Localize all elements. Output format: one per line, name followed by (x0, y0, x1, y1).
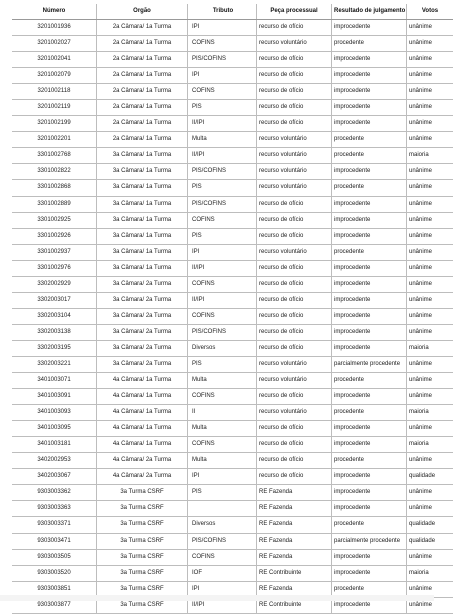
cell-peca-processual: recurso de ofício (257, 389, 332, 405)
cell-numero: 3201002079 (12, 68, 97, 84)
cell-resultado: improcedente (332, 196, 407, 212)
cell-peca-processual: recurso voluntário (257, 244, 332, 260)
header-tributo: Tributo (188, 4, 257, 20)
cell-tributo: II (188, 405, 257, 421)
cell-tributo: II/IPI (188, 292, 257, 308)
table-body (12, 20, 453, 614)
cell-resultado: improcedente (332, 260, 407, 276)
cell-resultado: procedente (332, 132, 407, 148)
cell-votos: unânime (407, 581, 453, 597)
cell-peca-processual: recurso voluntário (257, 356, 332, 372)
cell-orgao: 3a Câmara/ 2a Turma (97, 324, 188, 340)
header-orgao: Orgão (97, 4, 188, 20)
cell-numero: 3302003221 (12, 356, 97, 372)
table-row (12, 260, 453, 276)
cell-peca-processual: recurso de ofício (257, 421, 332, 437)
cell-orgao: 3a Câmara/ 1a Turma (97, 164, 188, 180)
table-row (12, 244, 453, 260)
cell-votos: maioria (407, 437, 453, 453)
cell-peca-processual: RE Fazenda (257, 501, 332, 517)
table-row (12, 228, 453, 244)
cell-tributo: COFINS (188, 549, 257, 565)
cell-tributo: II/IPI (188, 260, 257, 276)
cell-resultado: procedente (332, 148, 407, 164)
cell-tributo: IOF (188, 565, 257, 581)
cell-votos: qualidade (407, 533, 453, 549)
cell-numero: 3302003138 (12, 324, 97, 340)
table-row (12, 517, 453, 533)
cell-numero: 3301002768 (12, 148, 97, 164)
cell-orgao: 2a Câmara/ 1a Turma (97, 20, 188, 36)
cell-tributo: COFINS (188, 276, 257, 292)
table-row (12, 84, 453, 100)
cell-orgao: 2a Câmara/ 1a Turma (97, 52, 188, 68)
cell-orgao: 2a Câmara/ 1a Turma (97, 36, 188, 52)
cell-numero: 9303003471 (12, 533, 97, 549)
cell-tributo: PIS/COFINS (188, 533, 257, 549)
cell-resultado: improcedente (332, 597, 407, 613)
cell-numero: 3301002868 (12, 180, 97, 196)
table-row (12, 340, 453, 356)
cell-votos: unânime (407, 324, 453, 340)
cell-peca-processual: recurso de ofício (257, 260, 332, 276)
cell-votos: unânime (407, 20, 453, 36)
table-row (12, 100, 453, 116)
cell-resultado: improcedente (332, 421, 407, 437)
cell-numero: 3302002929 (12, 276, 97, 292)
table-row (12, 196, 453, 212)
cell-numero: 3401003095 (12, 421, 97, 437)
cell-votos: unânime (407, 52, 453, 68)
table-row (12, 405, 453, 421)
cell-numero: 9303003877 (12, 597, 97, 613)
cell-numero: 3201002199 (12, 116, 97, 132)
cell-votos: unânime (407, 501, 453, 517)
table-row (12, 421, 453, 437)
cell-numero: 3301002937 (12, 244, 97, 260)
cell-resultado: improcedente (332, 84, 407, 100)
cell-votos: unânime (407, 485, 453, 501)
table-row (12, 20, 453, 36)
cell-peca-processual: recurso de ofício (257, 324, 332, 340)
cell-numero: 9303003851 (12, 581, 97, 597)
cell-peca-processual: RE Contribuinte (257, 565, 332, 581)
cell-resultado: procedente (332, 405, 407, 421)
cell-resultado: improcedente (332, 469, 407, 485)
cell-orgao: 4a Câmara/ 2a Turma (97, 453, 188, 469)
cell-tributo: II/IPI (188, 116, 257, 132)
cell-resultado: improcedente (332, 308, 407, 324)
cell-numero: 3402002953 (12, 453, 97, 469)
cell-tributo: Diversos (188, 517, 257, 533)
cell-orgao: 3a Câmara/ 1a Turma (97, 212, 188, 228)
table-row (12, 437, 453, 453)
cell-peca-processual: recurso de ofício (257, 52, 332, 68)
cell-resultado: procedente (332, 581, 407, 597)
cell-resultado: improcedente (332, 228, 407, 244)
cell-resultado: improcedente (332, 389, 407, 405)
cell-resultado: improcedente (332, 100, 407, 116)
table-row (12, 180, 453, 196)
cell-resultado: improcedente (332, 437, 407, 453)
cell-tributo: PIS/COFINS (188, 196, 257, 212)
table-row (12, 276, 453, 292)
cell-votos: unânime (407, 244, 453, 260)
cell-peca-processual: recurso de ofício (257, 20, 332, 36)
header-votos: Votos (407, 4, 453, 20)
cell-tributo: PIS (188, 180, 257, 196)
cell-orgao: 3a Câmara/ 1a Turma (97, 196, 188, 212)
table-row (12, 389, 453, 405)
cell-orgao: 4a Câmara/ 1a Turma (97, 389, 188, 405)
cell-numero: 3301002925 (12, 212, 97, 228)
cell-votos: unânime (407, 276, 453, 292)
cell-peca-processual: recurso voluntário (257, 36, 332, 52)
cell-peca-processual: recurso voluntário (257, 164, 332, 180)
cell-resultado: parcialmente procedente (332, 533, 407, 549)
cell-orgao: 3a Câmara/ 1a Turma (97, 244, 188, 260)
cell-tributo: COFINS (188, 437, 257, 453)
table-row (12, 453, 453, 469)
cell-resultado: improcedente (332, 340, 407, 356)
cell-votos: unânime (407, 356, 453, 372)
cell-peca-processual: recurso de ofício (257, 84, 332, 100)
cell-peca-processual: recurso de ofício (257, 469, 332, 485)
cell-peca-processual: recurso voluntário (257, 373, 332, 389)
cell-peca-processual: recurso de ofício (257, 100, 332, 116)
cell-numero: 9303003371 (12, 517, 97, 533)
cell-votos: unânime (407, 597, 453, 613)
cell-peca-processual: RE Fazenda (257, 533, 332, 549)
cell-votos: unânime (407, 196, 453, 212)
cell-numero: 3201002119 (12, 100, 97, 116)
cell-resultado: improcedente (332, 212, 407, 228)
cell-orgao: 4a Câmara/ 1a Turma (97, 405, 188, 421)
cell-orgao: 3a Câmara/ 1a Turma (97, 260, 188, 276)
cell-tributo: COFINS (188, 389, 257, 405)
cell-numero: 3302003104 (12, 308, 97, 324)
header-resultado: Resultado de julgamento (332, 4, 407, 20)
cell-orgao: 3a Turma CSRF (97, 517, 188, 533)
cell-tributo: PIS/COFINS (188, 52, 257, 68)
cell-peca-processual: recurso voluntário (257, 405, 332, 421)
cell-votos: unânime (407, 308, 453, 324)
cell-peca-processual: RE Fazenda (257, 517, 332, 533)
cell-peca-processual: recurso de ofício (257, 228, 332, 244)
cell-orgao: 2a Câmara/ 1a Turma (97, 132, 188, 148)
cell-numero: 3301002889 (12, 196, 97, 212)
cell-resultado: procedente (332, 244, 407, 260)
cell-peca-processual: RE Fazenda (257, 485, 332, 501)
cell-tributo: PIS/COFINS (188, 164, 257, 180)
cell-votos: unânime (407, 260, 453, 276)
cell-tributo: PIS/COFINS (188, 324, 257, 340)
cell-orgao: 3a Câmara/ 1a Turma (97, 148, 188, 164)
cell-resultado: improcedente (332, 324, 407, 340)
cell-tributo: IPI (188, 581, 257, 597)
cell-votos: maioria (407, 340, 453, 356)
cell-tributo: PIS (188, 100, 257, 116)
cell-orgao: 3a Turma CSRF (97, 565, 188, 581)
cell-votos: unânime (407, 36, 453, 52)
cell-orgao: 3a Turma CSRF (97, 597, 188, 613)
cell-numero: 9303003363 (12, 501, 97, 517)
cell-votos: unânime (407, 373, 453, 389)
cell-tributo: COFINS (188, 308, 257, 324)
cell-resultado: improcedente (332, 52, 407, 68)
cell-orgao: 2a Câmara/ 1a Turma (97, 100, 188, 116)
cell-orgao: 3a Câmara/ 2a Turma (97, 308, 188, 324)
cell-numero: 9303003505 (12, 549, 97, 565)
cell-orgao: 2a Câmara/ 1a Turma (97, 116, 188, 132)
cell-tributo: Diversos (188, 340, 257, 356)
cell-votos: unânime (407, 228, 453, 244)
cell-numero: 3401003091 (12, 389, 97, 405)
cell-resultado: improcedente (332, 20, 407, 36)
cell-orgao: 4a Câmara/ 1a Turma (97, 437, 188, 453)
cell-peca-processual: recurso de ofício (257, 453, 332, 469)
cell-numero: 9303003520 (12, 565, 97, 581)
cell-votos: maioria (407, 405, 453, 421)
cell-tributo: II/IPI (188, 597, 257, 613)
cell-resultado: improcedente (332, 276, 407, 292)
cell-votos: unânime (407, 549, 453, 565)
cell-tributo: PIS (188, 485, 257, 501)
cell-numero: 3201002201 (12, 132, 97, 148)
table-row (12, 148, 453, 164)
cell-votos: unânime (407, 164, 453, 180)
cell-peca-processual: recurso voluntário (257, 148, 332, 164)
cell-resultado: parcialmente procedente (332, 356, 407, 372)
cell-numero: 3302003195 (12, 340, 97, 356)
cell-numero: 3302003017 (12, 292, 97, 308)
page-bottom-edge (0, 595, 434, 601)
cell-peca-processual: recurso de ofício (257, 292, 332, 308)
cell-orgao: 3a Turma CSRF (97, 533, 188, 549)
cell-resultado: procedente (332, 517, 407, 533)
cell-votos: unânime (407, 84, 453, 100)
cell-resultado: procedente (332, 453, 407, 469)
cell-orgao: 4a Câmara/ 2a Turma (97, 469, 188, 485)
cell-resultado: improcedente (332, 116, 407, 132)
cell-votos: unânime (407, 180, 453, 196)
cell-resultado: improcedente (332, 501, 407, 517)
table-row (12, 308, 453, 324)
table-row (12, 356, 453, 372)
cell-peca-processual: recurso de ofício (257, 68, 332, 84)
table-row (12, 212, 453, 228)
cell-peca-processual: recurso de ofício (257, 116, 332, 132)
cell-numero: 3201001936 (12, 20, 97, 36)
cell-votos: qualidade (407, 469, 453, 485)
header-peca-processual: Peça processual (257, 4, 332, 20)
cell-orgao: 3a Câmara/ 2a Turma (97, 340, 188, 356)
cell-votos: unânime (407, 453, 453, 469)
cell-tributo: IPI (188, 20, 257, 36)
cell-votos: maioria (407, 148, 453, 164)
cell-peca-processual: recurso voluntário (257, 180, 332, 196)
cell-tributo: Multa (188, 132, 257, 148)
table-row (12, 292, 453, 308)
cell-orgao: 3a Turma CSRF (97, 581, 188, 597)
cell-tributo: PIS (188, 356, 257, 372)
cell-votos: unânime (407, 212, 453, 228)
cell-votos: unânime (407, 292, 453, 308)
cell-votos: unânime (407, 389, 453, 405)
cell-resultado: improcedente (332, 68, 407, 84)
table-row (12, 533, 453, 549)
table-row (12, 36, 453, 52)
cell-votos: unânime (407, 116, 453, 132)
cell-numero: 3402003067 (12, 469, 97, 485)
cell-resultado: improcedente (332, 485, 407, 501)
cell-peca-processual: recurso de ofício (257, 437, 332, 453)
table-row (12, 68, 453, 84)
cell-tributo: Multa (188, 421, 257, 437)
cell-orgao: 3a Câmara/ 2a Turma (97, 276, 188, 292)
cell-orgao: 3a Turma CSRF (97, 485, 188, 501)
cell-tributo: IPI (188, 244, 257, 260)
table-row (12, 164, 453, 180)
cell-tributo: II/IPI (188, 148, 257, 164)
cell-numero: 3401003093 (12, 405, 97, 421)
cell-numero: 3301002926 (12, 228, 97, 244)
table-row (12, 501, 453, 517)
cell-orgao: 3a Câmara/ 1a Turma (97, 228, 188, 244)
cell-peca-processual: RE Fazenda (257, 581, 332, 597)
cell-numero: 3201002041 (12, 52, 97, 68)
table-row (12, 549, 453, 565)
cell-tributo: IPI (188, 68, 257, 84)
cell-tributo: IPI (188, 469, 257, 485)
cell-resultado: improcedente (332, 292, 407, 308)
judgment-results-table (12, 4, 453, 614)
cell-numero: 3401003071 (12, 373, 97, 389)
cell-tributo: COFINS (188, 36, 257, 52)
cell-peca-processual: RE Fazenda (257, 549, 332, 565)
table-row (12, 373, 453, 389)
cell-peca-processual: recurso de ofício (257, 212, 332, 228)
cell-peca-processual: recurso voluntário (257, 132, 332, 148)
cell-tributo: COFINS (188, 84, 257, 100)
cell-orgao: 4a Câmara/ 1a Turma (97, 373, 188, 389)
cell-votos: unânime (407, 100, 453, 116)
cell-votos: maioria (407, 565, 453, 581)
cell-resultado: procedente (332, 36, 407, 52)
cell-orgao: 3a Câmara/ 2a Turma (97, 292, 188, 308)
cell-resultado: improcedente (332, 549, 407, 565)
table-row (12, 565, 453, 581)
table-row (12, 469, 453, 485)
cell-numero: 9303003362 (12, 485, 97, 501)
cell-orgao: 2a Câmara/ 1a Turma (97, 68, 188, 84)
cell-resultado: improcedente (332, 164, 407, 180)
cell-votos: unânime (407, 421, 453, 437)
cell-numero: 3201002118 (12, 84, 97, 100)
cell-orgao: 3a Turma CSRF (97, 501, 188, 517)
table-row (12, 132, 453, 148)
table-row (12, 485, 453, 501)
cell-peca-processual: recurso de ofício (257, 340, 332, 356)
cell-peca-processual: recurso de ofício (257, 308, 332, 324)
cell-orgao: 3a Turma CSRF (97, 549, 188, 565)
cell-peca-processual: recurso de ofício (257, 196, 332, 212)
cell-numero: 3301002976 (12, 260, 97, 276)
cell-tributo (188, 501, 257, 517)
cell-orgao: 3a Câmara/ 2a Turma (97, 356, 188, 372)
cell-resultado: improcedente (332, 565, 407, 581)
cell-tributo: Multa (188, 373, 257, 389)
cell-votos: qualidade (407, 517, 453, 533)
cell-tributo: PIS (188, 228, 257, 244)
cell-votos: unânime (407, 132, 453, 148)
cell-resultado: procedente (332, 180, 407, 196)
table-row (12, 324, 453, 340)
header-numero: Número (12, 4, 97, 20)
cell-numero: 3301002822 (12, 164, 97, 180)
cell-resultado: procedente (332, 373, 407, 389)
cell-tributo: Multa (188, 453, 257, 469)
cell-orgao: 3a Câmara/ 1a Turma (97, 180, 188, 196)
cell-tributo: COFINS (188, 212, 257, 228)
table-header-row (12, 4, 453, 20)
cell-orgao: 2a Câmara/ 1a Turma (97, 84, 188, 100)
cell-numero: 3401003181 (12, 437, 97, 453)
results-table-container (12, 4, 422, 614)
table-row (12, 116, 453, 132)
cell-peca-processual: recurso de ofício (257, 276, 332, 292)
cell-peca-processual: RE Contribuinte (257, 597, 332, 613)
cell-votos: unânime (407, 68, 453, 84)
cell-orgao: 4a Câmara/ 1a Turma (97, 421, 188, 437)
cell-numero: 3201002027 (12, 36, 97, 52)
table-row (12, 52, 453, 68)
